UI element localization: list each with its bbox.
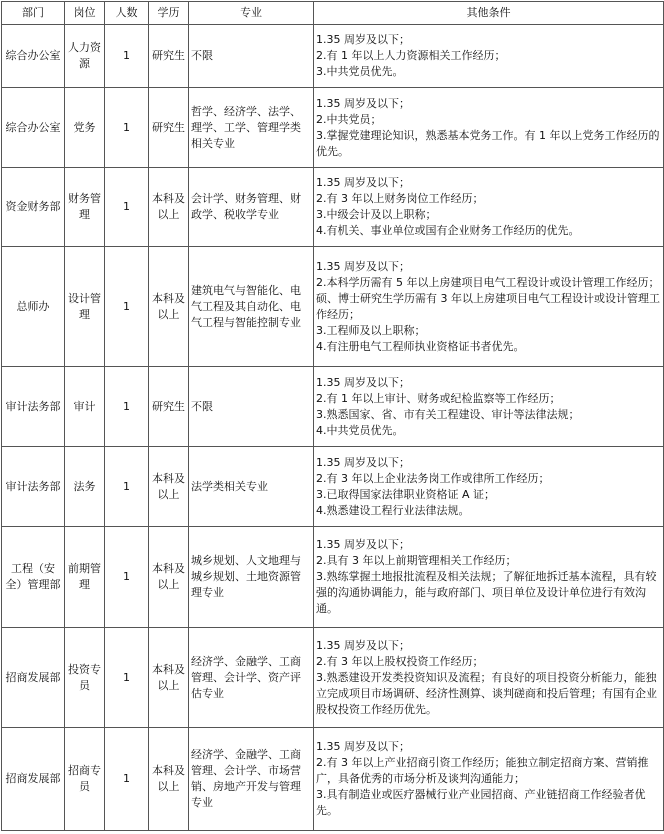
condition-line: 1.35 周岁及以下； bbox=[316, 176, 410, 189]
condition-line: 3.熟悉国家、省、市有关工程建设、审计等法律法规； bbox=[316, 407, 580, 421]
cell-major: 法学类相关专业 bbox=[189, 447, 314, 527]
table-row bbox=[2, 728, 664, 831]
condition-line: 1.35 周岁及以下； bbox=[316, 638, 410, 652]
cell-count: 1 bbox=[105, 447, 149, 527]
cell-conditions bbox=[314, 88, 664, 168]
cell-edu: 研究生 bbox=[149, 367, 189, 447]
cell-edu: 本科及以上 bbox=[149, 447, 189, 527]
condition-line: 2.有 3 年以上财务岗位工作经历； bbox=[316, 192, 484, 205]
cell-post: 前期管理 bbox=[65, 527, 105, 628]
cell-conditions bbox=[314, 247, 664, 367]
table-row bbox=[2, 628, 664, 728]
cell-dept: 综合办公室 bbox=[2, 88, 65, 168]
condition-line: 2.本科学历需有 5 年以上房建项目电气工程设计或设计管理工作经历；硕、博士研究生学历需有 3 年以上房建项目电气工程设计或设计管理工作经历； bbox=[316, 275, 660, 321]
condition-line: 3.中级会计及以上职称； bbox=[316, 208, 437, 221]
condition-line: 2.有 3 年以上产业招商引资工作经历；能独立制定招商方案、营销推广，具备优秀的市场分析及谈判沟通能力； bbox=[316, 756, 649, 785]
cell-dept: 资金财务部 bbox=[2, 168, 65, 247]
cell-count: 1 bbox=[105, 247, 149, 367]
condition-line: 4.有机关、事业单位或国有企业财务工作经历的优先。 bbox=[316, 224, 580, 237]
cell-major: 建筑电气与智能化、电气工程及其自动化、电气工程与智能控制专业 bbox=[189, 247, 314, 367]
cell-post: 法务 bbox=[65, 447, 105, 527]
cell-conditions bbox=[314, 527, 664, 628]
condition-line: 4.中共党员优先。 bbox=[316, 423, 404, 437]
cell-post: 招商专员 bbox=[65, 728, 105, 831]
condition-line: 3.已取得国家法律职业资格证 A 证； bbox=[316, 487, 496, 501]
condition-line: 3.工程师及以上职称； bbox=[316, 323, 426, 337]
cell-post: 党务 bbox=[65, 88, 105, 168]
cell-major: 哲学、经济学、法学、理学、工学、管理学类相关专业 bbox=[189, 88, 314, 168]
condition-line: 2.具有 3 年以上前期管理相关工作经历； bbox=[316, 554, 517, 567]
cell-dept: 工程（安全）管理部 bbox=[2, 527, 65, 628]
cell-conditions bbox=[314, 25, 664, 88]
condition-line: 1.35 周岁及以下； bbox=[316, 455, 410, 469]
cell-post: 设计管理 bbox=[65, 247, 105, 367]
table-row bbox=[2, 168, 664, 247]
condition-line: 2.有 3 年以上股权投资工作经历； bbox=[316, 654, 484, 668]
condition-line: 1.35 周岁及以下； bbox=[316, 740, 410, 753]
condition-line: 4.有注册电气工程师执业资格证书者优先。 bbox=[316, 339, 525, 353]
header-count: 人数 bbox=[105, 2, 149, 25]
table-row bbox=[2, 247, 664, 367]
condition-line: 1.35 周岁及以下； bbox=[316, 538, 410, 551]
table-body bbox=[2, 25, 664, 831]
cell-edu: 本科及以上 bbox=[149, 527, 189, 628]
cell-post: 投资专员 bbox=[65, 628, 105, 728]
cell-conditions bbox=[314, 367, 664, 447]
recruitment-table bbox=[1, 1, 664, 831]
header-row bbox=[2, 2, 664, 25]
table-row bbox=[2, 25, 664, 88]
condition-line: 2.有 1 年以上人力资源相关工作经历； bbox=[316, 49, 506, 62]
cell-post: 财务管理 bbox=[65, 168, 105, 247]
cell-conditions bbox=[314, 628, 664, 728]
condition-line: 1.35 周岁及以下； bbox=[316, 375, 410, 389]
cell-count: 1 bbox=[105, 728, 149, 831]
condition-line: 2.中共党员； bbox=[316, 112, 382, 126]
condition-line: 3.熟悉建设开发类投资知识及流程；有良好的项目投资分析能力，能独立完成项目市场调研、经济性测算、谈判磋商和投后管理；有国有企业股权投资工作经历优先。 bbox=[316, 670, 657, 716]
cell-dept: 审计法务部 bbox=[2, 367, 65, 447]
cell-major: 城乡规划、人文地理与城乡规划、土地资源管理专业 bbox=[189, 527, 314, 628]
cell-conditions bbox=[314, 728, 664, 831]
cell-conditions bbox=[314, 447, 664, 527]
cell-edu: 本科及以上 bbox=[149, 247, 189, 367]
condition-line: 3.熟练掌握土地报批流程及相关法规；了解征地拆迁基本流程，具有较强的沟通协调能力，能与政府部门、项目单位及设计单位进行有效沟通。 bbox=[316, 570, 657, 615]
cell-post: 人力资源 bbox=[65, 25, 105, 88]
header-post: 岗位 bbox=[65, 2, 105, 25]
cell-count: 1 bbox=[105, 168, 149, 247]
cell-major: 经济学、金融学、工商管理、会计学、市场营销、房地产开发与管理专业 bbox=[189, 728, 314, 831]
condition-line: 3.中共党员优先。 bbox=[316, 65, 404, 78]
table-row bbox=[2, 447, 664, 527]
cell-dept: 审计法务部 bbox=[2, 447, 65, 527]
condition-line: 1.35 周岁及以下； bbox=[316, 33, 410, 46]
header-dept: 部门 bbox=[2, 2, 65, 25]
cell-edu: 本科及以上 bbox=[149, 168, 189, 247]
cell-count: 1 bbox=[105, 25, 149, 88]
cell-edu: 本科及以上 bbox=[149, 728, 189, 831]
header-major: 专业 bbox=[189, 2, 314, 25]
cell-post: 审计 bbox=[65, 367, 105, 447]
cell-dept: 招商发展部 bbox=[2, 728, 65, 831]
table-row bbox=[2, 367, 664, 447]
cell-count: 1 bbox=[105, 628, 149, 728]
table-row bbox=[2, 88, 664, 168]
header-edu: 学历 bbox=[149, 2, 189, 25]
cell-count: 1 bbox=[105, 367, 149, 447]
cell-major: 不限 bbox=[189, 367, 314, 447]
cell-major: 经济学、金融学、工商管理、会计学、资产评估专业 bbox=[189, 628, 314, 728]
cell-dept: 综合办公室 bbox=[2, 25, 65, 88]
cell-dept: 招商发展部 bbox=[2, 628, 65, 728]
condition-line: 1.35 周岁及以下； bbox=[316, 96, 410, 110]
cell-edu: 研究生 bbox=[149, 25, 189, 88]
condition-line: 2.有 3 年以上企业法务岗工作或律所工作经历； bbox=[316, 471, 550, 485]
condition-line: 2.有 1 年以上审计、财务或纪检监察等工作经历； bbox=[316, 391, 561, 405]
cell-edu: 本科及以上 bbox=[149, 628, 189, 728]
condition-line: 1.35 周岁及以下； bbox=[316, 259, 410, 273]
cell-major: 不限 bbox=[189, 25, 314, 88]
condition-line: 4.熟悉建设工程行业法律法规。 bbox=[316, 503, 470, 517]
cell-conditions bbox=[314, 168, 664, 247]
cell-edu: 研究生 bbox=[149, 88, 189, 168]
cell-major: 会计学、财务管理、财政学、税收学专业 bbox=[189, 168, 314, 247]
condition-line: 3.掌握党建理论知识，熟悉基本党务工作。有 1 年以上党务工作经历的优先。 bbox=[316, 128, 660, 158]
cell-dept: 总师办 bbox=[2, 247, 65, 367]
condition-line: 3.具有制造业或医疗器械行业产业园招商、产业链招商工作经验者优先。 bbox=[316, 788, 646, 817]
cell-count: 1 bbox=[105, 88, 149, 168]
header-conditions: 其他条件 bbox=[314, 2, 664, 25]
table-row bbox=[2, 527, 664, 628]
cell-count: 1 bbox=[105, 527, 149, 628]
